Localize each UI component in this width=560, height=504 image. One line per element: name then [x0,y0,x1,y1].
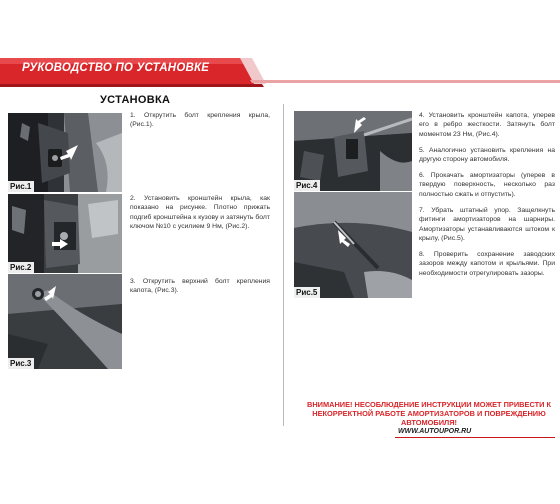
figure-4-photo [294,111,412,191]
step-5-text: 5. Аналогично установить крепления на другую сторону автомобиля. [419,147,555,164]
figure-5-photo [294,192,412,298]
section-title: УСТАНОВКА [100,94,171,106]
step-4-text: 4. Установить кронштейн капота, уперев его в ребро жесткости. Затянуть болт моментом 23 Нм, (Рис.4). [419,112,555,138]
column-divider [283,104,284,426]
figure-5-label: Рис.5 [294,287,320,298]
step-7-text: 7. Убрать штатный упор. Защелкнуть фитинги амортизаторов на шарниры. Амортизаторы устанавливаются штоком к крылу, (Рис.5). [419,207,555,242]
figure-4-label: Рис.4 [294,180,320,191]
figure-2-photo [8,194,122,273]
figure-3-label: Рис.3 [8,358,34,369]
step-2-text: 2. Установить кронштейн крыла, как показано на рисунке. Плотно прижать подгиб кронштейна к кузову и затянуть болт ключом №10 с усилием 9 Нм, (Рис.2). [130,195,270,230]
step-1-text: 1. Открутить болт крепления крыла, (Рис.1). [130,112,270,129]
figure-1-photo [8,113,122,192]
figure-2-label: Рис.2 [8,262,34,273]
footer-rule [395,437,555,438]
page-title: РУКОВОДСТВО ПО УСТАНОВКЕ [22,62,210,74]
step-3-text: 3. Открутить верхний болт крепления капота, (Рис.3). [130,278,270,295]
website-link[interactable]: WWW.AUTOUPOR.RU [398,428,472,435]
warning-notice: ВНИМАНИЕ! НЕСОБЛЮДЕНИЕ ИНСТРУКЦИИ МОЖЕТ ПРИВЕСТИ К НЕКОРРЕКТНОЙ РАБОТЕ АМОРТИЗАТОРОВ И ПОВРЕЖДЕНИЮ АВТОМОБИЛЯ! [306,400,551,427]
step-6-text: 6. Прокачать амортизаторы (уперев в твердую поверхность, несколько раз полностью сжать и отпустить). [419,172,555,198]
step-8-text: 8. Проверить сохранение заводских зазоров между капотом и крыльями. При необходимости отрегулировать зазоры. [419,251,555,277]
figure-3-photo [8,274,122,369]
figure-1-label: Рис.1 [8,181,34,192]
